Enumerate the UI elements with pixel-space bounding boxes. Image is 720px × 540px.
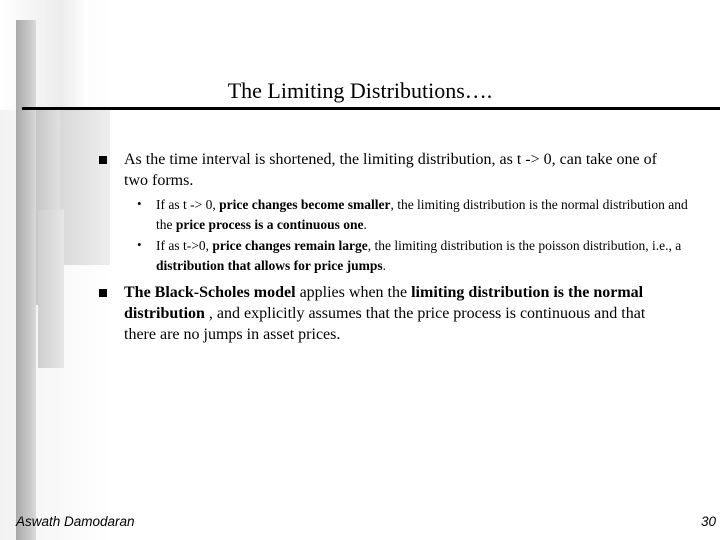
slide-title: The Limiting Distributions…. — [227, 78, 493, 103]
page-number: 30 — [700, 514, 716, 529]
square-bullet-icon — [99, 156, 107, 164]
title-divider — [22, 107, 720, 110]
sub-bullet-2: If as t->0, price changes remain large, the limiting distribution is the poisson distribution, i.e., a distribution that allows for price jumps. — [156, 238, 682, 273]
bullet-text-1: As the time interval is shortened, the limiting distribution, as t -> 0, can take one of two forms. — [124, 151, 657, 189]
square-bullet-icon — [99, 289, 107, 297]
background-decoration — [38, 210, 64, 368]
sub-bullet-1: If as t -> 0, price changes become smaller, the limiting distribution is the normal distribution and the price process is a continuous one. — [156, 197, 688, 232]
bullet-text-2: The Black-Scholes model applies when the limiting distribution is the normal distribution , and explicitly assumes that the price process is continuous and that there are no jumps in asset prices. — [124, 284, 646, 343]
dot-bullet-icon: • — [137, 237, 142, 252]
footer-author: Aswath Damodaran — [16, 514, 135, 529]
dot-bullet-icon: • — [137, 196, 142, 211]
